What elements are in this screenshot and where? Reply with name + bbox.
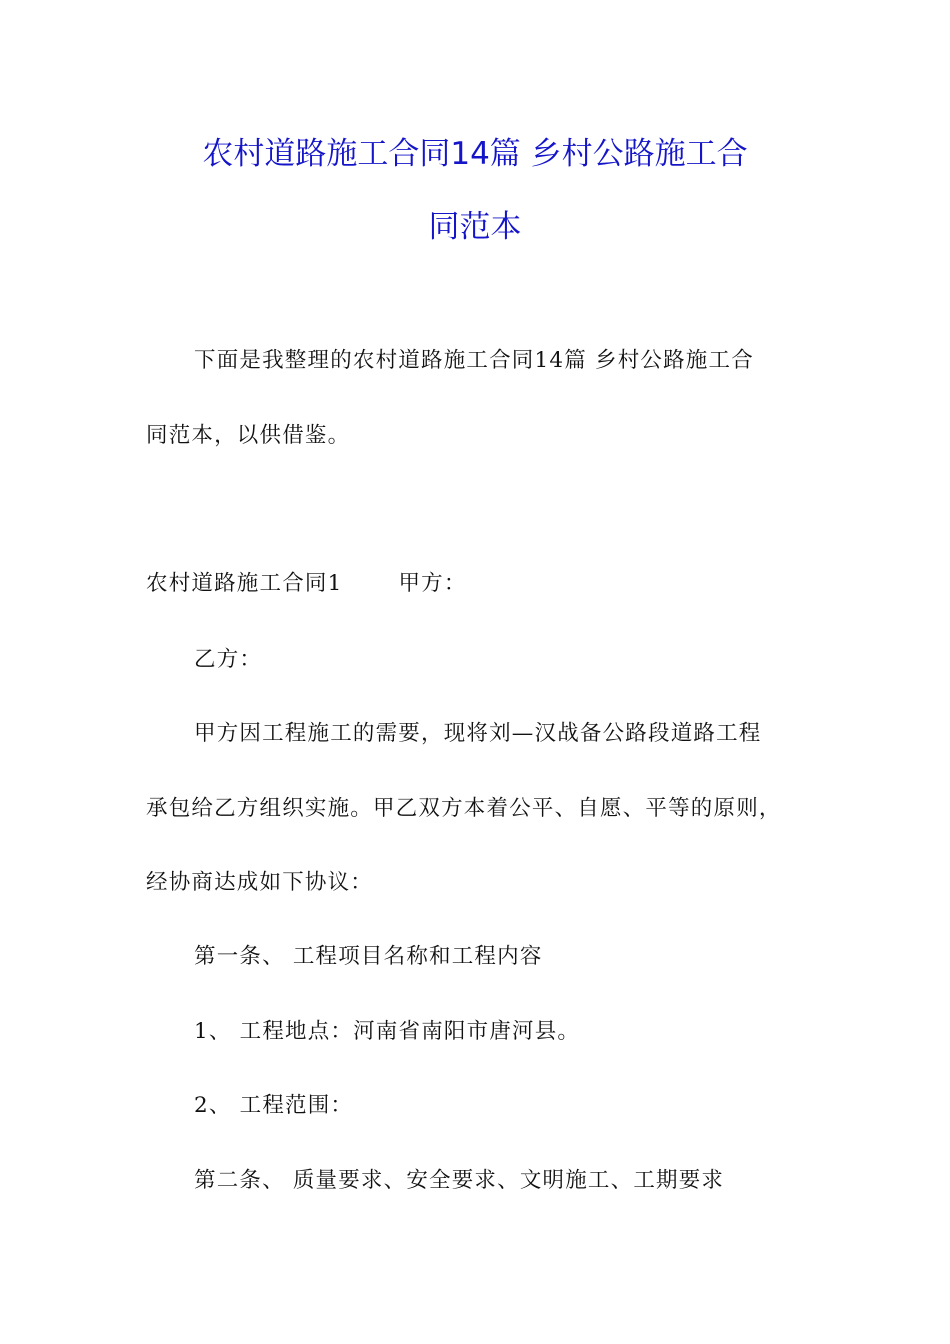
contract-heading: 农村道路施工合同1: [146, 571, 343, 596]
article-2-heading: 第二条、 质量要求、安全要求、文明施工、工期要求: [194, 1168, 725, 1193]
article-1-heading: 第一条、 工程项目名称和工程内容: [194, 944, 543, 969]
body-paragraph-line-2: 承包给乙方组织实施。甲乙双方本着公平、自愿、平等的原则，: [146, 796, 782, 821]
party-a-label: 甲方：: [398, 571, 467, 596]
document-title-line-1: 农村道路施工合同14篇 乡村公路施工合: [202, 136, 748, 172]
intro-paragraph-line-1: 下面是我整理的农村道路施工合同14篇 乡村公路施工合: [194, 348, 754, 373]
intro-paragraph-line-2: 同范本，以供借鉴。: [146, 423, 351, 448]
contract-heading-row: [146, 569, 467, 599]
document-title-line-2: 同范本: [428, 209, 522, 245]
party-b-label: 乙方：: [194, 647, 263, 672]
body-paragraph-line-3: 经协商达成如下协议：: [146, 870, 374, 895]
body-paragraph-line-1: 甲方因工程施工的需要，现将刘—汉战备公路段道路工程: [194, 721, 762, 746]
article-1-item-1: 1、 工程地点：河南省南阳市唐河县。: [194, 1019, 581, 1044]
article-1-item-2: 2、 工程范围：: [194, 1093, 354, 1118]
